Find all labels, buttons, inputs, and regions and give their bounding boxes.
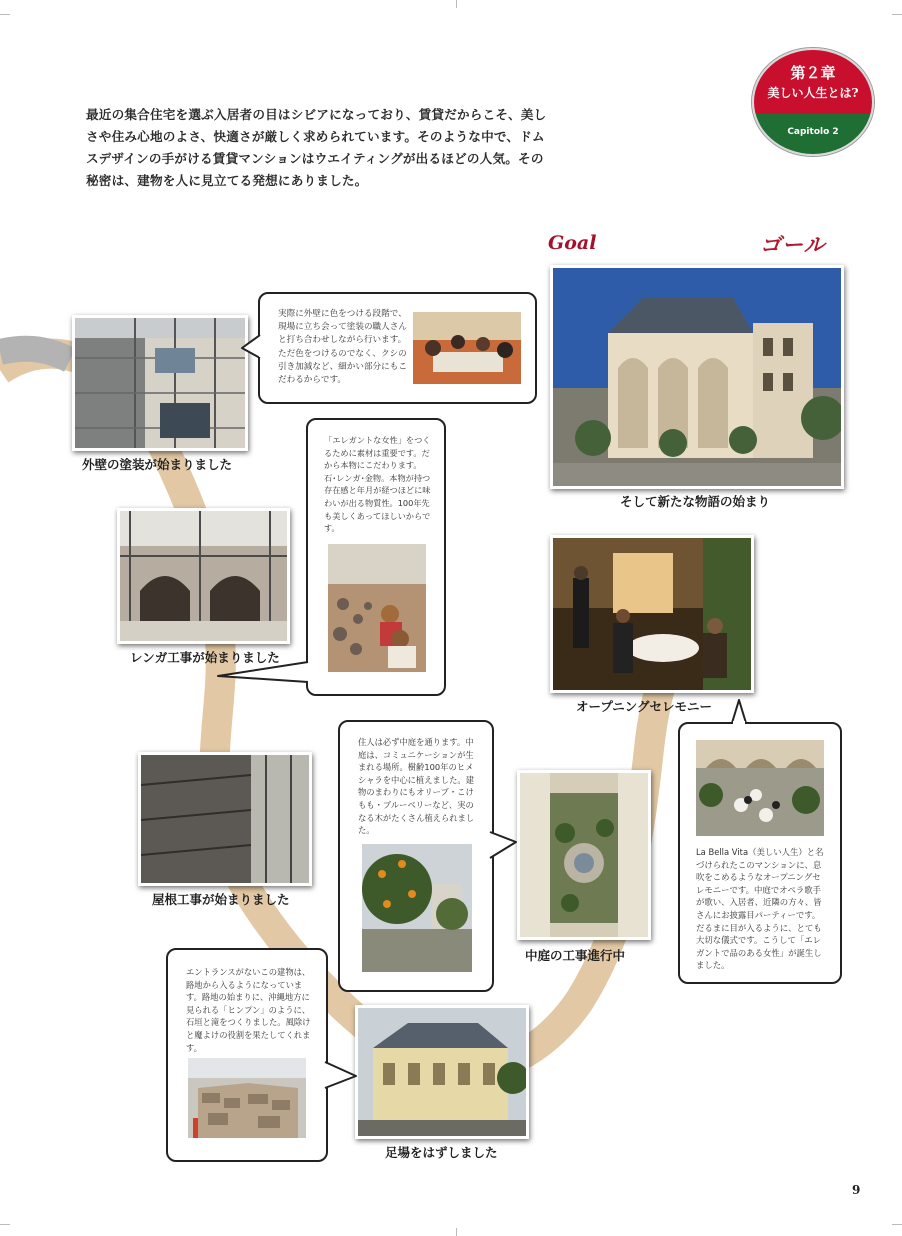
bubble-labella-text: La Bella Vita（美しい人生）と名づけられたこのマンションに、息吹をこめるようなオープニングセレモニーです。中庭でオペラ歌手が歌い、入居者、近隣の方々、皆さんにお披露目パーティーです。だるまに目が入るように、とても大切な儀式です。こうして「エレガントで品のある女性」が誕生しました。	[696, 847, 824, 971]
intro-paragraph: 最近の集合住宅を選ぶ入居者の目はシビアになっており、賃貸だからこそ、美しさや住み心地のよさ、快適さが厳しく求められています。そのような中で、ドムスデザインの手がける賃貸マンションはウエイティングが出るほどの人気。その秘密は、建物を人に見立てる発想にありました。	[86, 107, 547, 188]
chapter-title: 美しい人生とは?	[767, 86, 859, 100]
chapter-number: 第２章	[790, 64, 836, 82]
page-number: 9	[852, 1183, 861, 1197]
bubble-paint-text: 実際に外壁に色をつける段階で、現場に立ち会って塗装の職人さんと打ち合わせしながら行います。ただ色をつけるのでなく、クシの引き加減など、細かい部分にもこだわるからです。	[278, 309, 407, 386]
caption-courtyard: 中庭の工事進行中	[525, 948, 626, 963]
bubble-garden-text: 住人は必ず中庭を通ります。中庭は、コミュニケーションが生まれる場所。樹齢100年のヒメシャラを中心に植えました。建物のまわりにもオリーブ・こけもも・ブルーベリーなど、実のなる木がたくさん植えられました。	[358, 737, 475, 836]
caption-roof: 屋根工事が始まりました	[152, 892, 290, 907]
caption-ceremony: オープニングセレモニー	[576, 699, 713, 714]
caption-exterior: 外壁の塗装が始まりました	[82, 457, 233, 472]
bubble-material-text: 「エレガントな女性」をつくるために素材は重要です。だから本物にこだわります。石･レンガ･金物。本物が持つ存在感と年月が経つほどに味わいが出る物質性。100年先も美しくあってほしいからです。	[324, 435, 431, 534]
goal-label-jp: ゴール	[760, 232, 826, 257]
chapter-subtitle: Capitolo 2	[787, 127, 839, 137]
caption-brick: レンガ工事が始まりました	[130, 650, 280, 665]
caption-scaffold: 足場をはずしました	[385, 1145, 498, 1160]
goal-label-en: Goal	[548, 232, 597, 254]
caption-story: そして新たな物語の始まり	[620, 494, 771, 509]
bubble-entrance-text: エントランスがないこの建物は、路地から入るようになっています。路地の始まりに、沖縄地方に見られる「ヒンプン」のように、石垣と滝をつくりました。風除けと魔よけの役割を果たしてくれます。	[186, 967, 311, 1053]
